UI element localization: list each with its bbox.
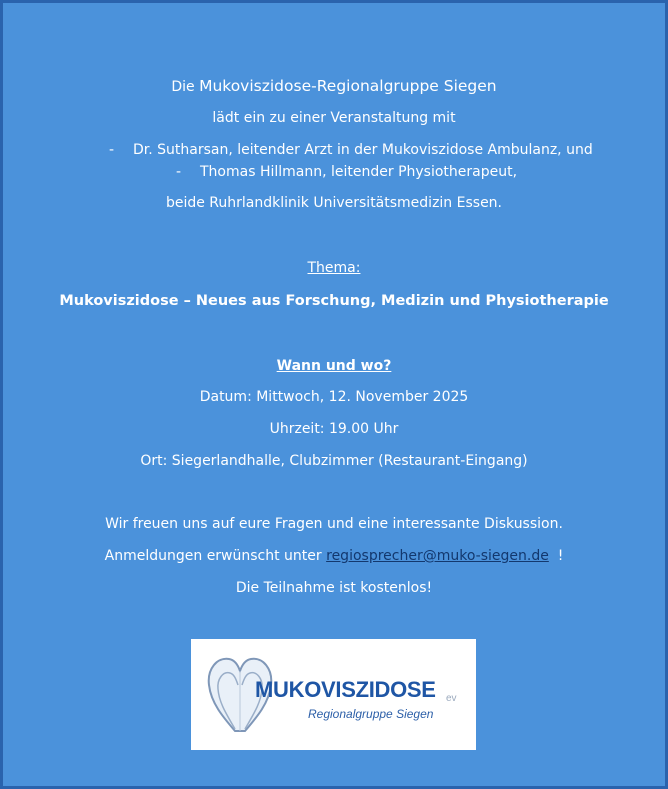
org-name: Mukoviszidose-Regionalgruppe Siegen xyxy=(199,77,497,95)
logo-wordmark: MUKOVISZIDOSE xyxy=(255,677,436,702)
event-place: Ort: Siegerlandhalle, Clubzimmer (Restaurant-Eingang) xyxy=(140,453,528,469)
bullet-marker-1: - xyxy=(109,142,115,158)
affiliation: beide Ruhrlandklinik Universitätsmedizin Essen. xyxy=(165,195,503,211)
invite-text: lädt ein zu einer Veranstaltung mit xyxy=(212,110,456,126)
topic-label: Thema: xyxy=(307,260,361,276)
topic-title: Mukoviszidose – Neues aus Forschung, Medizin und Physiotherapie xyxy=(59,293,609,309)
speaker-2: Thomas Hillmann, leitender Physiotherapeut, xyxy=(200,164,518,180)
event-date: Datum: Mittwoch, 12. November 2025 xyxy=(199,389,469,405)
free-text: Die Teilnahme ist kostenlos! xyxy=(235,580,433,596)
speaker-1: Dr. Sutharsan, leitender Arzt in der Mukoviszidose Ambulanz, und xyxy=(133,142,593,158)
questions-text: Wir freuen uns auf eure Fragen und eine interessante Diskussion. xyxy=(105,516,563,532)
registration-prefix: Anmeldungen erwünscht unter xyxy=(104,548,327,564)
when-label: Wann und wo? xyxy=(276,358,392,374)
logo-subtitle: Regionalgruppe Siegen xyxy=(308,707,434,721)
bullet-marker-2: - xyxy=(176,164,182,180)
logo-ev: ev xyxy=(446,693,457,704)
intro-title xyxy=(3,77,665,95)
event-time: Uhrzeit: 19.00 Uhr xyxy=(269,421,399,437)
registration-line xyxy=(3,548,665,564)
registration-suffix: ! xyxy=(548,548,564,564)
logo xyxy=(191,639,476,750)
email-link[interactable]: regiosprecher@muko-siegen.de xyxy=(326,548,549,564)
intro-prefix: Die xyxy=(171,79,200,95)
